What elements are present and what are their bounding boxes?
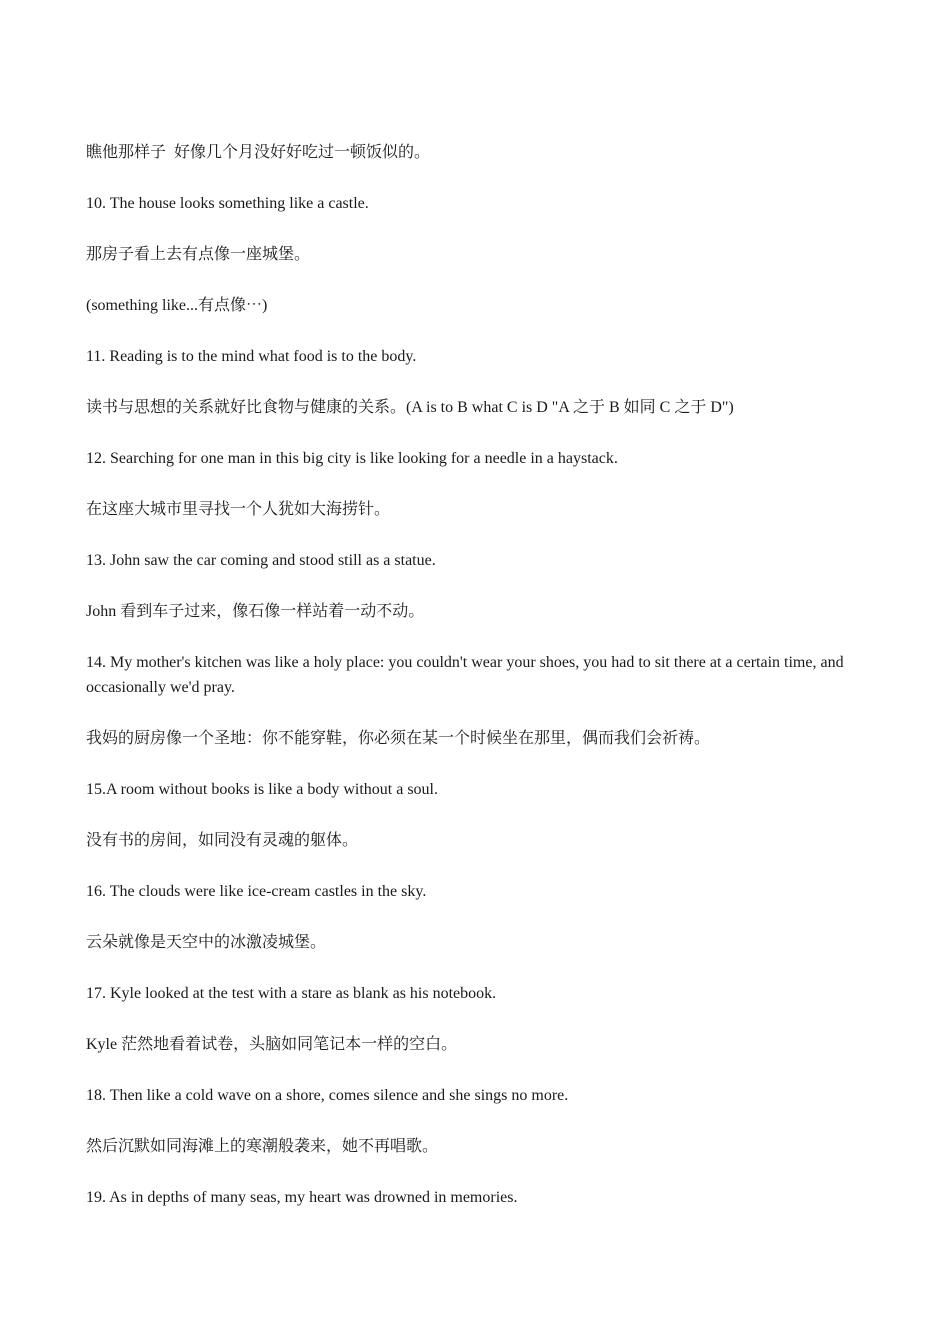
- note-10: (something like...有点像⋯): [86, 297, 268, 314]
- translation-13: John 看到车子过来，像石像一样站着一动不动。: [86, 603, 425, 620]
- translation-14: 我妈的厨房像一个圣地：你不能穿鞋，你必须在某一个时候坐在那里，偶而我们会祈祷。: [86, 730, 711, 747]
- translation-12: 在这座大城市里寻找一个人犹如大海捞针。: [86, 501, 391, 518]
- example-sentence-13: 13. John saw the car coming and stood still as a statue.: [86, 552, 436, 569]
- translation-15: 没有书的房间，如同没有灵魂的躯体。: [86, 832, 359, 849]
- example-sentence-12: 12. Searching for one man in this big city is like looking for a needle in a haystack.: [86, 450, 618, 467]
- translation-10: 那房子看上去有点像一座城堡。: [86, 246, 311, 263]
- translation-11: 读书与思想的关系就好比食物与健康的关系。(A is to B what C is D "A 之于 B 如同 C 之于 D"): [86, 399, 734, 416]
- example-sentence-11: 11. Reading is to the mind what food is to the body.: [86, 348, 417, 365]
- translation-18: 然后沉默如同海滩上的寒潮般袭来，她不再唱歌。: [86, 1138, 439, 1155]
- example-sentence-16: 16. The clouds were like ice-cream castles in the sky.: [86, 883, 427, 900]
- example-sentence-14: 14. My mother's kitchen was like a holy place: you couldn't wear your shoes, you had to sit there at a certain time, and occasionally we'd pray.: [86, 654, 848, 696]
- example-sentence-18: 18. Then like a cold wave on a shore, comes silence and she sings no more.: [86, 1087, 569, 1104]
- example-sentence-10: 10. The house looks something like a castle.: [86, 195, 369, 212]
- example-sentence-17: 17. Kyle looked at the test with a stare as blank as his notebook.: [86, 985, 497, 1002]
- document-body: [86, 140, 876, 1236]
- example-sentence-19: 19. As in depths of many seas, my heart was drowned in memories.: [86, 1189, 518, 1206]
- example-sentence-15: 15.A room without books is like a body without a soul.: [86, 781, 438, 798]
- text-line-chinese: 瞧他那样子 好像几个月没好好吃过一顿饭似的。: [86, 144, 431, 161]
- translation-16: 云朵就像是天空中的冰激凌城堡。: [86, 934, 327, 951]
- translation-17: Kyle 茫然地看着试卷，头脑如同笔记本一样的空白。: [86, 1036, 458, 1053]
